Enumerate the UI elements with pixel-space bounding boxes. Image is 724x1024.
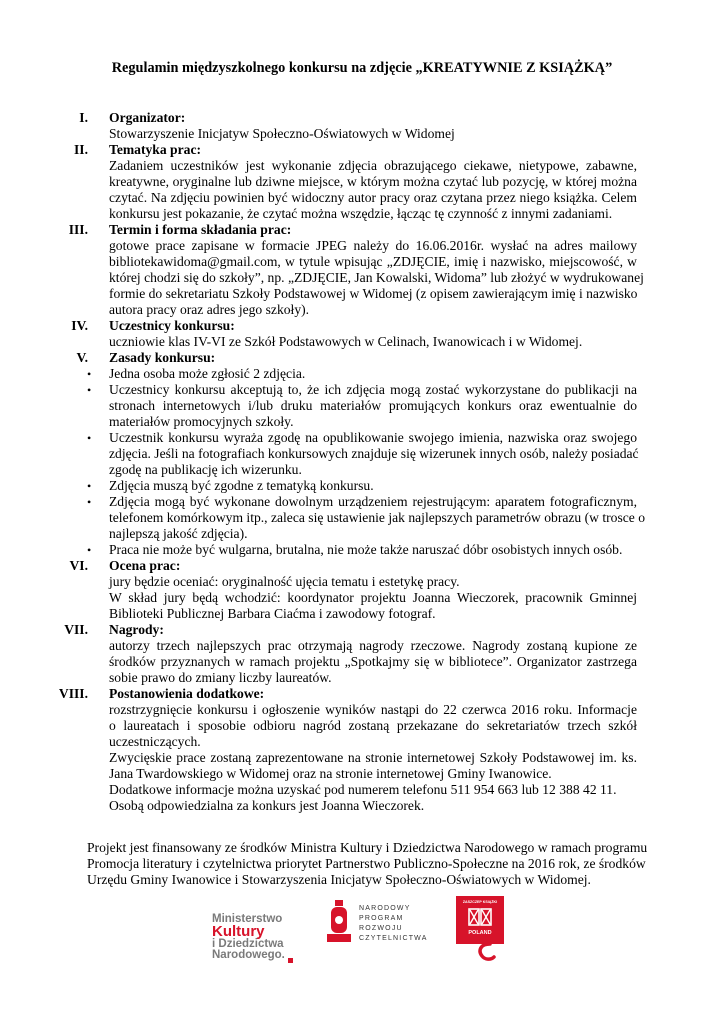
section-4-heading: Uczestnicy konkursu: — [109, 318, 235, 333]
npr-logo-line: PROGRAM — [359, 915, 404, 922]
poland-logo-box — [456, 896, 504, 944]
rule-item: Zdjęcia muszą być zgodne z tematyką konkursu. — [109, 478, 374, 493]
book-mark-icon — [468, 908, 492, 926]
section-2-line: Zadaniem uczestników jest wykonanie zdjęcia obrazującego ciekawe, nietypowe, zabawne, — [109, 158, 637, 173]
npr-logo-line: NARODOWY — [359, 905, 411, 912]
poland-logo-caption: ZASZCZEP KSIĄŻKI — [462, 900, 498, 904]
section-8-line: Dodatkowe informacje można uzyskać pod numerem telefonu 511 954 663 lub 12 388 42 11. — [109, 782, 617, 797]
rule-item: materiałów promocyjnych szkoły. — [109, 414, 294, 429]
section-8-line: Zwycięskie prace zostaną zaprezentowane na stronie internetowej Szkoły Podstawowej im. ks. — [109, 750, 637, 765]
funding-note-line: Projekt jest finansowany ze środków Ministra Kultury i Dziedzictwa Narodowego w ramach programu — [87, 840, 648, 855]
section-4-text: uczniowie klas IV-VI ze Szkół Podstawowych w Celinach, Iwanowicach i w Widomej. — [109, 334, 583, 349]
section-7-line: autorzy trzech najlepszych prac otrzymają nagrody rzeczowe. Nagrody zostaną kupione ze — [109, 638, 637, 653]
section-6-number: VI. — [69, 558, 88, 573]
section-6-line: Biblioteki Publicznej Barbara Ciaćma i zawodowy fotograf. — [109, 606, 436, 621]
section-3-heading: Termin i forma składania prac: — [109, 222, 292, 237]
section-8-line: uczestniczących. — [109, 734, 201, 749]
red-dot-icon — [288, 958, 293, 963]
section-2-line: konkursu jest pokazanie, że czytać można wszędzie, łącząc tę czynność z innymi zadaniami. — [109, 206, 613, 221]
npr-logo-line: ROZWOJU — [359, 925, 403, 932]
rule-item: Jedna osoba może zgłosić 2 zdjęcia. — [109, 366, 306, 381]
bullet-icon: • — [87, 479, 92, 493]
section-3-line: której chodzi się do szkoły”, np. „ZDJĘCIE, Jan Kowalski, Widoma” lub złożyć w wydrukowanej — [109, 270, 644, 285]
rule-item: najlepszą jakość zdjęcia). — [109, 526, 248, 541]
bullet-icon: • — [87, 383, 92, 397]
section-3-line: bibliotekawidoma@gmail.com, w tytule wpisując „ZDJĘCIE, imię i nazwisko, miejscowość, w — [109, 254, 637, 269]
section-5-heading: Zasady konkursu: — [109, 350, 216, 365]
section-7-number: VII. — [64, 622, 88, 637]
section-8-line: o laureatach i sposobie odbioru nagród zostaną przekazane do sekretariatów trzech szkół — [109, 718, 637, 733]
rule-item: telefonem komórkowym itp., zaleca się ustawienie jak najlepszych parametrów obrazu (w trosce o — [109, 510, 645, 525]
mkidn-logo-line: Kultury — [212, 923, 265, 940]
section-7-line: środków przyznanych w ramach projektu „Spotkajmy się w bibliotece”. Organizator zastrzega — [109, 654, 637, 669]
locomotive-icon — [327, 900, 351, 944]
section-6-heading: Ocena prac: — [109, 558, 181, 573]
section-8-line: rozstrzygnięcie konkursu i ogłoszenie wyników nastąpi do 22 czerwca 2016 roku. Informacje — [109, 702, 637, 717]
rule-item: Praca nie może być wulgarna, brutalna, nie może także naruszać dóbr osobistych innych osób. — [109, 542, 623, 557]
section-6-line: W skład jury będą wchodzić: koordynator projektu Joanna Wieczorek, pracownik Gminnej — [109, 590, 637, 605]
bullet-icon: • — [87, 495, 92, 509]
bullet-icon: • — [87, 367, 92, 381]
section-7-heading: Nagrody: — [109, 622, 164, 637]
document-title: Regulamin międzyszkolnego konkursu na zdjęcie „KREATYWNIE Z KSIĄŻKĄ” — [111, 60, 613, 76]
npr-logo-line: CZYTELNICTWA — [359, 935, 428, 942]
bullet-icon: • — [87, 543, 92, 557]
mkidn-logo-line: i Dziedzictwa — [212, 938, 284, 950]
rule-item: stronach internetowych i/lub druku materiałów promujących konkurs oraz ewentualnie do — [109, 398, 637, 413]
bullet-icon: • — [87, 431, 92, 445]
section-1-number: I. — [79, 110, 88, 125]
mkidn-logo-line: Narodowego. — [212, 949, 285, 961]
rule-item: Uczestnik konkursu wyraża zgodę na opublikowanie swojego imienia, nazwiska oraz swojego — [109, 430, 637, 445]
poland-logo — [456, 896, 506, 962]
rule-item: zdjęcia. Jeśli na fotografiach konkursowych znajduje się wizerunek innych osób, należy posiadać — [109, 446, 639, 461]
funding-note-line: Urzędu Gminy Iwanowice i Stowarzyszenia Inicjatyw Społeczno-Oświatowych w Widomej. — [87, 872, 591, 887]
section-2-heading: Tematyka prac: — [109, 142, 202, 157]
section-2-line: czytać. Na zdjęciu powinien być widoczny autor pracy oraz czytana przez niego książka. Celem — [109, 190, 637, 205]
section-8-line: Osobą odpowiedzialna za konkurs jest Joanna Wieczorek. — [109, 798, 425, 813]
section-4-number: IV. — [71, 318, 88, 333]
section-3-number: III. — [68, 222, 88, 237]
rule-item: Zdjęcia mogą być wykonane dowolnym urządzeniem rejestrującym: aparatem fotograficznym, — [109, 494, 637, 509]
section-1-text: Stowarzyszenie Inicjatyw Społeczno-Oświatowych w Widomej — [109, 126, 455, 141]
npr-logo — [327, 900, 437, 948]
section-8-number: VIII. — [58, 686, 88, 701]
poland-logo-word: POLAND — [468, 930, 492, 936]
rule-item: Uczestnicy konkursu akceptują to, że ich zdjęcia mogą zostać wykorzystane do publikacji na — [109, 382, 637, 397]
section-2-number: II. — [74, 142, 88, 157]
npr-logo-text — [359, 904, 428, 944]
funding-note-line: Promocja literatury i czytelnictwa priorytet Partnerstwo Publiczno-Społeczne na 2016 rok, ze środków — [87, 856, 646, 871]
swirl-icon — [476, 943, 496, 961]
mkidn-logo-line: Ministerstwo — [212, 913, 283, 925]
section-8-line: Jana Twardowskiego w Widomej oraz na stronie internetowej Gminy Iwanowice. — [109, 766, 552, 781]
mkidn-logo — [212, 914, 302, 970]
section-1-heading: Organizator: — [109, 110, 186, 125]
section-7-line: sobie prawo do zmiany liczby laureatów. — [109, 670, 332, 685]
section-5-number: V. — [76, 350, 88, 365]
section-3-line: autora pracy oraz adres jego szkoły). — [109, 302, 310, 317]
section-3-line: gotowe prace zapisane w formacie JPEG należy do 16.06.2016r. wysłać na adres mailowy — [109, 238, 637, 253]
rule-item: zgodę na publikację ich wizerunku. — [109, 462, 302, 477]
section-3-line: formie do sekretariatu Szkoły Podstawowej w Widomej (z opisem zawierającym imię i nazwisko — [109, 286, 638, 301]
section-2-line: kreatywne, oryginalne lub dziwne miejsce, w którym można czytać lub pozycję, w której można — [109, 174, 637, 189]
section-6-line: jury będzie oceniać: oryginalność ujęcia tematu i estetykę pracy. — [109, 574, 460, 589]
section-8-heading: Postanowienia dodatkowe: — [109, 686, 265, 701]
